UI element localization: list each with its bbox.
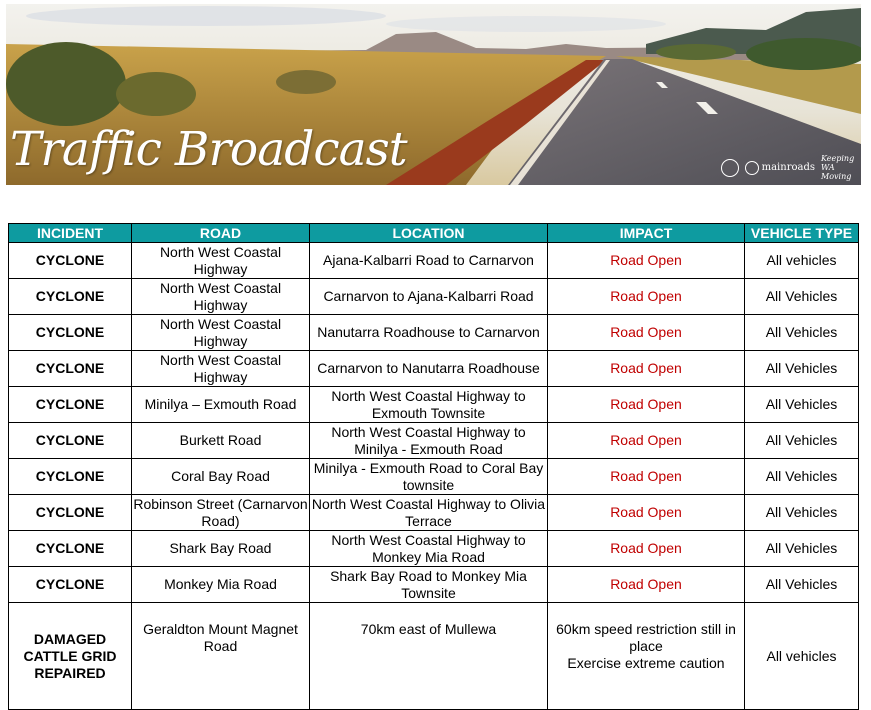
table-row [9,351,859,387]
vehicle-type-cell: All Vehicles [745,423,859,459]
incident-cell: CYCLONE [9,531,132,567]
impact-cell: Road Open [548,531,745,567]
incident-cell: CYCLONE [9,567,132,603]
impact-cell [548,603,745,710]
location-cell: Nanutarra Roadhouse to Carnarvon [310,315,548,351]
location-cell: Carnarvon to Ajana-Kalbarri Road [310,279,548,315]
location-cell: Carnarvon to Nanutarra Roadhouse [310,351,548,387]
table-row [9,315,859,351]
location-cell: 70km east of Mullewa [310,603,548,710]
vehicle-type-cell: All Vehicles [745,387,859,423]
main-roads-emblem-icon [745,161,759,175]
vehicle-type-cell: All Vehicles [745,351,859,387]
location-cell: North West Coastal Highway to Minilya - Exmouth Road [310,423,548,459]
table-row [9,279,859,315]
table-header-row [9,224,859,243]
impact-line-restriction: 60km speed restriction still in place [556,621,736,654]
road-cell: North West Coastal Highway [132,243,310,279]
impact-line-caution: Exercise extreme caution [567,655,725,671]
road-cell: Minilya – Exmouth Road [132,387,310,423]
vehicle-type-cell: All Vehicles [745,531,859,567]
incident-cell: CYCLONE [9,351,132,387]
column-header-impact: IMPACT [548,224,745,243]
impact-cell: Road Open [548,351,745,387]
table-row [9,387,859,423]
vehicle-type-cell: All vehicles [745,243,859,279]
road-cell: Coral Bay Road [132,459,310,495]
vehicle-type-cell: All Vehicles [745,567,859,603]
table-row [9,243,859,279]
table-row [9,567,859,603]
column-header-location: LOCATION [310,224,548,243]
road-cell: Burkett Road [132,423,310,459]
main-roads-logo-text: mainroads [761,162,815,173]
vehicle-type-cell: All Vehicles [745,315,859,351]
table-row [9,531,859,567]
vehicle-type-cell: All Vehicles [745,279,859,315]
impact-cell: Road Open [548,495,745,531]
table-row [9,603,859,710]
column-header-vehicle-type: VEHICLE TYPE [745,224,859,243]
column-header-incident: INCIDENT [9,224,132,243]
table-row [9,423,859,459]
column-header-road: ROAD [132,224,310,243]
road-cell: Geraldton Mount Magnet Road [132,603,310,710]
incident-cell: CYCLONE [9,459,132,495]
impact-cell: Road Open [548,423,745,459]
vehicle-type-cell: All vehicles [745,603,859,710]
vehicle-type-cell: All Vehicles [745,459,859,495]
incident-cell: CYCLONE [9,279,132,315]
impact-cell: Road Open [548,279,745,315]
location-cell: North West Coastal Highway to Olivia Terrace [310,495,548,531]
location-cell: Minilya - Exmouth Road to Coral Bay townsite [310,459,548,495]
incident-cell: CYCLONE [9,423,132,459]
vehicle-type-cell: All Vehicles [745,495,859,531]
incident-cell: CYCLONE [9,315,132,351]
road-cell: Shark Bay Road [132,531,310,567]
logo-tagline: Keeping WA Moving [821,154,855,181]
impact-cell: Road Open [548,387,745,423]
location-cell: Ajana-Kalbarri Road to Carnarvon [310,243,548,279]
logos [721,154,855,181]
road-cell: Robinson Street (Carnarvon Road) [133,495,308,529]
location-cell: North West Coastal Highway to Exmouth Townsite [310,387,548,423]
banner-title: Traffic Broadcast [10,122,407,177]
table-row [9,495,859,531]
wa-crest-icon [721,159,739,177]
impact-cell: Road Open [548,567,745,603]
road-cell: North West Coastal Highway [132,315,310,351]
location-cell: North West Coastal Highway to Monkey Mia Road [310,531,548,567]
incident-cell: CYCLONE [9,243,132,279]
road-cell: North West Coastal Highway [132,279,310,315]
header-banner [6,4,861,185]
impact-cell: Road Open [548,243,745,279]
impact-cell: Road Open [548,315,745,351]
main-roads-logo [745,161,815,175]
road-cell: North West Coastal Highway [132,351,310,387]
incident-cell: DAMAGED CATTLE GRID REPAIRED [9,603,132,710]
table-row [9,459,859,495]
incident-cell: CYCLONE [9,387,132,423]
impact-cell: Road Open [548,459,745,495]
location-cell: Shark Bay Road to Monkey Mia Townsite [310,567,548,603]
incident-cell: CYCLONE [9,495,132,531]
road-cell: Monkey Mia Road [132,567,310,603]
traffic-table [8,223,859,710]
